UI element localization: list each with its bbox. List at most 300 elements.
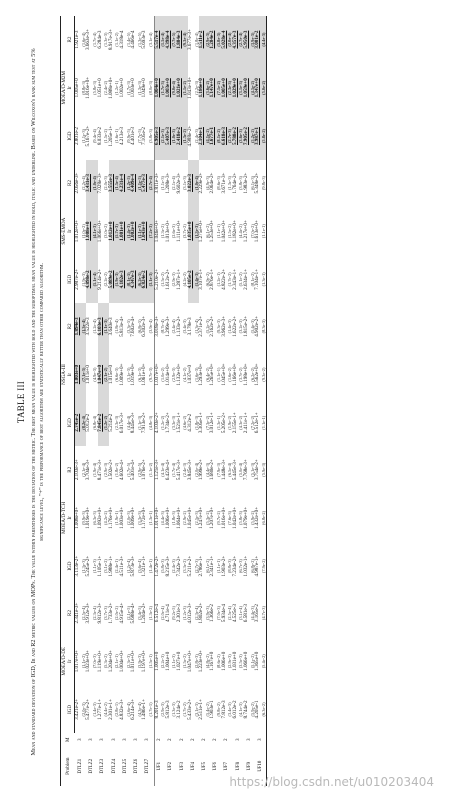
metric-mean: 3.962e-3+	[220, 315, 227, 337]
metric-mean: 1.005e+0	[153, 651, 160, 671]
metric-cell	[142, 350, 154, 399]
metric-mean: 4.102e-3	[118, 270, 125, 289]
metric-deviation: (4.7e-3)	[260, 606, 266, 621]
metric-mean: 1.486e-1+	[141, 699, 148, 720]
table-row	[142, 16, 154, 786]
metric-cell	[142, 493, 154, 542]
metric-deviation: (4.1e-2)	[182, 367, 188, 382]
metric-deviation: (2.9e-3)	[103, 462, 109, 477]
metric-mean: 5.688e-4+	[130, 602, 137, 624]
metric-deviation: (1.7e-2)	[182, 702, 188, 717]
header-metric: R2	[68, 446, 75, 493]
metric-deviation: (2.3e-4)	[193, 606, 199, 621]
metric-mean: 1.023e+0+	[85, 650, 92, 673]
metric-cell	[142, 637, 154, 686]
metric-deviation: (1.5e-2)	[103, 129, 109, 144]
metric-deviation: (2.4e-4)	[171, 319, 177, 334]
metric-deviation: (2.4e-3)	[182, 462, 188, 477]
metric-cell	[142, 256, 154, 303]
metric-cell	[142, 686, 154, 733]
metric-deviation: (5.1e-3)	[249, 462, 255, 477]
header-metric: IGD	[68, 543, 75, 590]
metric-cell	[154, 16, 166, 63]
metric-mean: 2.511e-1+	[198, 699, 205, 720]
metric-mean: 1.802e-2+	[198, 602, 205, 624]
metric-deviation: (6.1e-3)	[136, 367, 142, 382]
metric-mean: 1.448e-3+	[220, 459, 227, 481]
metric-deviation: (1.1e-3)	[91, 559, 97, 574]
metric-deviation: (6.9e-2)	[204, 272, 210, 287]
metric-deviation: (1.2e-2)	[103, 415, 109, 430]
metric-deviation: (1.1e-3)	[103, 319, 109, 334]
metric-deviation: (2.1e-3)	[160, 129, 166, 144]
metric-mean: 1.006e+0+	[164, 506, 171, 529]
metric-mean: 3.671e-3+	[220, 172, 227, 194]
metric-cell	[154, 256, 166, 303]
metric-deviation: (6.1e-3)	[249, 176, 255, 191]
metric-mean: 5.028e-4	[220, 30, 227, 49]
metric-cell	[255, 686, 267, 733]
header-metric: Ir	[68, 637, 75, 686]
metric-mean: 1.043e+0+	[187, 76, 194, 99]
problem-name: UF1	[154, 746, 166, 786]
header-metric: IGD	[68, 686, 75, 733]
metric-deviation: (1.1e-3)	[136, 224, 142, 239]
metric-mean: 5.089e-2	[107, 270, 114, 289]
metric-mean: 1.511e-2	[198, 30, 205, 49]
metric-mean: 2.229e-2+	[198, 172, 205, 194]
metric-mean: 1.217e+0+	[243, 220, 249, 243]
metric-deviation: (2.9e-3)	[171, 272, 177, 287]
metric-mean: 3.421e-2+	[74, 699, 81, 720]
metric-deviation: (5.0e-2)	[260, 80, 266, 95]
metric-cell	[210, 207, 221, 256]
metric-deviation: (1.0e-2)	[160, 367, 166, 382]
metric-mean: 2.301e-1+	[107, 699, 114, 720]
metric-mean: 1.208e-3+	[164, 172, 171, 194]
objective-count: 3	[111, 738, 117, 741]
metric-deviation: (3.7e-3)	[103, 606, 109, 621]
problem-name: DTLZ2	[89, 758, 95, 774]
metric-mean: 1.172e+0+	[141, 506, 148, 529]
metric-mean: 4.231e-4	[118, 174, 125, 192]
objective-count: 3	[246, 738, 252, 741]
metric-mean: 1.121e-3+	[153, 459, 160, 481]
metric-mean: 6.302e-3+	[141, 315, 148, 337]
metric-deviation: (1.6e-3)	[193, 367, 199, 382]
header-metric: Ir	[68, 207, 75, 256]
metric-deviation: (4.4e-2)	[103, 702, 109, 717]
metric-deviation: (1.6e-2)	[227, 367, 233, 382]
metric-deviation: (5.3e-2)	[204, 510, 210, 525]
metric-mean: 1.677e-1	[209, 127, 216, 146]
metric-mean: 3.178e-3	[187, 317, 194, 336]
metric-cell	[86, 399, 97, 446]
metric-mean: 1.815e-2+	[243, 315, 249, 337]
rotated-table-page	[16, 12, 436, 792]
metric-mean: 2.056e-3+	[74, 172, 81, 194]
metric-deviation: (1.5e-2)	[227, 224, 233, 239]
metric-mean: 3.022e-3	[187, 174, 194, 192]
metric-deviation: (1.3e-2)	[182, 129, 188, 144]
metric-mean: 1.037e+0+	[153, 363, 160, 386]
metric-deviation: (3.9e-3)	[204, 606, 210, 621]
metric-mean: 1.999e-2+	[198, 459, 205, 481]
metric-mean: 2.418e-2	[175, 127, 182, 146]
metric-mean: 1.015e+0	[107, 364, 114, 385]
metric-mean: 7.234e-2+	[231, 555, 238, 577]
metric-deviation: (8.6e-3)	[216, 176, 222, 191]
metric-cell	[210, 350, 221, 399]
metric-deviation: (1.1e-3)	[136, 415, 142, 430]
metric-mean: 1.894e-3	[74, 317, 81, 336]
metric-mean: 4.832e-3+	[118, 699, 125, 720]
metric-mean: 2.371e-2+	[198, 315, 205, 337]
metric-mean: 6.618e-3	[220, 127, 227, 146]
metric-mean: 1.019e+0+	[130, 363, 137, 386]
metric-mean: 3.754e-2+	[254, 459, 261, 481]
metric-mean: 1.004e+0	[153, 78, 160, 98]
metric-deviation: (8.7e-4)	[160, 319, 166, 334]
header-metric: R2	[68, 160, 75, 207]
metric-mean: 3.987e-1	[254, 127, 261, 146]
metric-deviation: (5.8e-3)	[160, 559, 166, 574]
metric-cell	[210, 446, 221, 493]
objective-count: 2	[154, 733, 166, 746]
metric-deviation: (2.8e-3)	[193, 654, 199, 669]
metric-deviation: (2.9e-2)	[182, 510, 188, 525]
metric-deviation: (4.9e-3)	[91, 367, 97, 382]
metric-cell	[142, 543, 154, 590]
metric-deviation: (1.3e-1)	[147, 510, 153, 525]
metric-deviation: (3.5e-3)	[238, 654, 244, 669]
metric-mean: 1.017e+0+	[74, 650, 81, 673]
metric-deviation: (7.3e-2)	[204, 415, 210, 430]
metric-mean: 3.845e-3+	[187, 459, 194, 481]
metric-deviation: (2.2e-4)	[80, 176, 86, 191]
metric-cell	[255, 637, 267, 686]
problem-name: DTLZ1	[77, 758, 83, 774]
results-table	[60, 16, 267, 786]
metric-deviation: (5.8e-2)	[260, 129, 266, 144]
metric-mean: 1.047e+0	[96, 364, 103, 385]
metric-cell	[142, 207, 154, 256]
metric-deviation: (2.3e-3)	[114, 415, 120, 430]
metric-deviation: (1.7e-2)	[227, 272, 233, 287]
metric-deviation: (1.4e-5)	[125, 32, 131, 47]
metric-mean: 4.312e-2	[187, 413, 194, 432]
metric-deviation: (4.4e-2)	[238, 224, 244, 239]
metric-mean: 1.365e+0	[254, 651, 261, 671]
metric-cell	[210, 16, 221, 63]
metric-mean: 1.207e+0+	[209, 506, 216, 529]
metric-deviation: (4.5e-2)	[249, 80, 255, 95]
metric-deviation: (7.2e-3)	[147, 224, 153, 239]
metric-deviation: (1.0e-2)	[80, 224, 86, 239]
metric-cell	[142, 63, 154, 112]
metric-deviation: (2.9e-3)	[204, 32, 210, 47]
metric-mean: 3.640e-3	[107, 317, 114, 336]
metric-deviation: (3.1e-2)	[103, 559, 109, 574]
metric-mean: 1.472e-2+	[153, 555, 160, 577]
metric-cell	[255, 160, 267, 207]
metric-deviation: (3.9e-3)	[136, 654, 142, 669]
metric-mean: 4.987e-1+	[254, 555, 261, 577]
objective-count: 2	[202, 738, 208, 741]
metric-deviation: (6.8e-2)	[249, 559, 255, 574]
metric-deviation: (1.5e-2)	[160, 272, 166, 287]
metric-deviation: (1.9e-3)	[114, 272, 120, 287]
metric-deviation: (9.7e-2)	[216, 510, 222, 525]
metric-deviation: (2.2e-2)	[103, 272, 109, 287]
metric-mean: 2.876e-1+	[209, 268, 216, 290]
metric-deviation: (2.1e-2)	[103, 367, 109, 382]
metric-deviation: (9.3e-2)	[260, 367, 266, 382]
metric-deviation: (2.2e-3)	[193, 80, 199, 95]
metric-cell	[255, 207, 267, 256]
metric-mean: 5.873e-3+	[130, 555, 137, 577]
metric-deviation: (1.1e-2)	[147, 462, 153, 477]
table-caption: Mean and standard deviation of IGD, Ir and R2 metric values on MOPs. The value within parentheses is the deviation of the metric. The best mean value is highlighted with bold and the suboptimal mean value is highlighted in bold, italic and underline. Based on Wilcoxon's rank sum test at 5% significance level, "+" is the performance of best algorithm are statistically better than other compared algorithm.	[30, 48, 46, 756]
metric-mean: 1.197e+0+	[141, 650, 148, 673]
metric-mean: 1.204e+0+	[107, 650, 114, 673]
objective-count: 3	[100, 738, 106, 741]
metric-deviation: (9.2e-5)	[171, 606, 177, 621]
metric-deviation: (2.1e-1)	[114, 654, 120, 669]
metric-deviation: (1.3e-1)	[260, 272, 266, 287]
watermark-url: https://blog.csdn.net/u010203404	[229, 775, 434, 789]
metric-deviation: (4.4e-3)	[204, 462, 210, 477]
metric-deviation: (1.0e-4)	[193, 176, 199, 191]
metric-cell	[86, 16, 97, 63]
metric-cell	[86, 160, 97, 207]
metric-mean: 1.012e+0+	[74, 220, 81, 243]
metric-mean: 1.003e+0	[74, 364, 81, 385]
metric-mean: 4.466e-4	[130, 30, 137, 49]
problem-name: UF8	[235, 761, 241, 771]
metric-cell	[86, 113, 97, 160]
metric-mean: 1.011e+0	[85, 365, 92, 385]
metric-mean: 6.214e-3+	[130, 699, 137, 720]
metric-cell	[210, 590, 221, 637]
metric-deviation: (3.0e-2)	[103, 224, 109, 239]
metric-deviation: (9.8e-3)	[260, 176, 266, 191]
metric-mean: 1.903e-1	[209, 700, 216, 719]
metric-mean: 4.105e-2	[187, 270, 194, 289]
metric-mean: 3.555e-3	[107, 174, 114, 192]
metric-deviation: (8.3e-3)	[260, 319, 266, 334]
metric-mean: 3.522e-3	[85, 317, 92, 336]
metric-mean: 1.029e+0	[231, 78, 238, 98]
metric-mean: 1.366e-2	[209, 604, 216, 623]
metric-mean: 1.247e+0+	[198, 506, 205, 529]
metric-deviation: (1.3e-4)	[80, 319, 86, 334]
metric-mean: 2.341e-3+	[74, 602, 81, 624]
metric-deviation: (6.7e-3)	[238, 559, 244, 574]
metric-deviation: (8.1e-2)	[216, 129, 222, 144]
metric-mean: 1.051e+0	[96, 78, 103, 98]
header-dim: M	[61, 733, 75, 746]
metric-deviation: (3.4e-3)	[227, 702, 233, 717]
metric-deviation: (4.1e-3)	[91, 224, 97, 239]
metric-deviation: (2.1e-4)	[171, 176, 177, 191]
metric-deviation: (1.2e-3)	[182, 606, 188, 621]
metric-mean: 7.602e-4+	[130, 315, 137, 337]
problem-name: UF5	[202, 761, 208, 771]
metric-cell	[86, 590, 97, 637]
table-title: TABLE III	[16, 380, 26, 424]
metric-deviation: (3.8e-3)	[238, 176, 244, 191]
metric-cell	[255, 350, 267, 399]
metric-deviation: (1.3e-3)	[193, 224, 199, 239]
objective-count: 3	[89, 738, 95, 741]
metric-mean: 1.265e+0+	[209, 363, 216, 386]
problem-name: DTLZ7	[145, 758, 151, 774]
metric-deviation: (4.2e-2)	[182, 272, 188, 287]
metric-cell	[255, 590, 267, 637]
metric-cell	[210, 686, 221, 733]
metric-mean: 4.401e-3	[130, 127, 137, 146]
metric-deviation: (5.9e-2)	[249, 702, 255, 717]
metric-deviation: (3.6e-3)	[238, 129, 244, 144]
metric-mean: 5.211e-2+	[187, 555, 194, 577]
metric-mean: 5.214e-2	[107, 413, 114, 432]
header-metric: R2	[68, 16, 75, 63]
metric-cell	[255, 446, 267, 493]
metric-mean: 3.811e-3+	[153, 172, 160, 194]
header-metric: Ir	[68, 63, 75, 112]
metric-deviation: (6.8e-2)	[260, 510, 266, 525]
metric-deviation: (5.4e-2)	[260, 654, 266, 669]
metric-mean: 1.011e+0+	[153, 507, 160, 529]
metric-mean: 1.059e+0	[243, 78, 249, 98]
metric-deviation: (1.1e-1)	[216, 224, 222, 239]
metric-deviation: (2.0e-4)	[227, 32, 233, 47]
metric-cell	[154, 543, 166, 590]
metric-mean: 4.347e-3	[130, 270, 137, 289]
metric-deviation: (2.0e-2)	[114, 606, 120, 621]
metric-mean: 2.987e-2+	[74, 268, 81, 290]
metric-deviation: (1.0e-3)	[171, 129, 177, 144]
metric-deviation: (3.9e-4)	[147, 319, 153, 334]
metric-mean: 1.049e+0	[141, 78, 148, 98]
metric-deviation: (5.4e-3)	[249, 319, 255, 334]
header-algorithm: MOEA/D-TCH	[61, 446, 68, 589]
metric-deviation: (1.7e-4)	[91, 32, 97, 47]
problem-name: UF9	[246, 761, 252, 771]
metric-mean: 4.103e-2+	[153, 412, 160, 434]
problem-name: UF6	[213, 761, 219, 771]
metric-deviation: (1.0e-4)	[91, 176, 97, 191]
metric-deviation: (4.1e-2)	[204, 129, 210, 144]
metric-deviation: (7.7e-5)	[171, 32, 177, 47]
metric-deviation: (1.7e-5)	[125, 462, 131, 477]
metric-deviation: (1.1e-1)	[216, 367, 222, 382]
metric-mean: 1.042e+0+	[220, 220, 227, 243]
metric-mean: 1.031e+0	[231, 651, 238, 671]
metric-deviation: (3.1e-3)	[125, 367, 131, 382]
metric-deviation: (2.0e-3)	[80, 702, 86, 717]
metric-deviation: (2.5e-4)	[227, 606, 233, 621]
metric-mean: 2.155e-1+	[231, 412, 238, 434]
metric-deviation: (3.3e-3)	[171, 415, 177, 430]
metric-deviation: (6.3e-3)	[91, 510, 97, 525]
metric-deviation: (2.0e-4)	[160, 606, 166, 621]
metric-mean: 2.103e-3+	[74, 459, 81, 481]
metric-mean: 1.032e-1+	[243, 555, 249, 577]
metric-deviation: (1.3e-3)	[227, 176, 233, 191]
metric-cell	[142, 446, 154, 493]
metric-mean: 2.064e-2+	[209, 172, 216, 194]
metric-deviation: (2.4e-1)	[114, 559, 120, 574]
metric-mean: 1.047e+0+	[187, 650, 194, 673]
metric-mean: 8.033e-2	[96, 127, 103, 146]
metric-mean: 1.198e+0+	[243, 363, 249, 386]
metric-mean: 5.477e-3	[141, 174, 148, 192]
metric-deviation: (2.1e-5)	[125, 606, 131, 621]
metric-mean: 3.677e-3+	[187, 29, 194, 50]
header-algorithm: NSGA-III	[61, 303, 68, 446]
metric-mean: 1.003e+0	[130, 78, 137, 98]
metric-deviation: (9.4e-4)	[91, 129, 97, 144]
metric-deviation: (7.0e-2)	[249, 224, 255, 239]
metric-deviation: (4.4e-3)	[160, 510, 166, 525]
problem-name: UF10	[255, 746, 267, 786]
metric-mean: 5.210e-2+	[153, 268, 160, 290]
metric-deviation: (5.9e-2)	[249, 510, 255, 525]
metric-deviation: (2.3e-3)	[227, 80, 233, 95]
metric-deviation: (2.2e-3)	[160, 654, 166, 669]
metric-deviation: (1.8e-4)	[193, 32, 199, 47]
metric-mean: 5.348e-2+	[254, 172, 261, 194]
metric-mean: 1.293e+0+	[198, 363, 205, 386]
metric-mean: 4.398e-4	[164, 30, 171, 49]
metric-deviation: (1.5e-1)	[147, 654, 153, 669]
metric-mean: 6.103e-3	[96, 317, 103, 336]
metric-deviation: (6.2e-5)	[136, 272, 142, 287]
metric-deviation: (1.5e-2)	[182, 654, 188, 669]
metric-mean: 4.012e-3+	[187, 602, 194, 624]
metric-deviation: (4.1e-3)	[238, 702, 244, 717]
metric-cell	[255, 16, 267, 63]
metric-deviation: (8.2e-4)	[80, 415, 86, 430]
metric-mean: 8.471e-3+	[96, 459, 103, 481]
metric-cell	[210, 160, 221, 207]
metric-deviation: (5.9e-3)	[260, 462, 266, 477]
metric-mean: 1.166e+0+	[231, 363, 238, 386]
metric-deviation: (5.8e-3)	[91, 80, 97, 95]
metric-deviation: (3.2e-3)	[238, 319, 244, 334]
metric-cell	[86, 543, 97, 590]
metric-deviation: (2.9e-3)	[160, 702, 166, 717]
metric-deviation: (6.8e-5)	[136, 319, 142, 334]
metric-deviation: (2.7e-3)	[227, 129, 233, 144]
metric-mean: 1.204e-2	[209, 30, 216, 49]
metric-deviation: (1.3e-2)	[147, 606, 153, 621]
metric-mean: 4.357e-3	[231, 30, 238, 49]
metric-cell	[154, 399, 166, 446]
metric-deviation: (4.3e-2)	[238, 415, 244, 430]
metric-mean: 5.693e-3	[141, 30, 148, 49]
metric-deviation: (2.7e-3)	[193, 559, 199, 574]
table-row	[154, 16, 166, 786]
header-metric: Ir	[68, 350, 75, 399]
metric-deviation: (3.1e-3)	[182, 176, 188, 191]
objective-count: 3	[145, 738, 151, 741]
metric-deviation: (9.0e-4)	[171, 80, 177, 95]
header-metric: Ir	[68, 493, 75, 542]
metric-mean: 5.477e-2+	[85, 699, 92, 720]
